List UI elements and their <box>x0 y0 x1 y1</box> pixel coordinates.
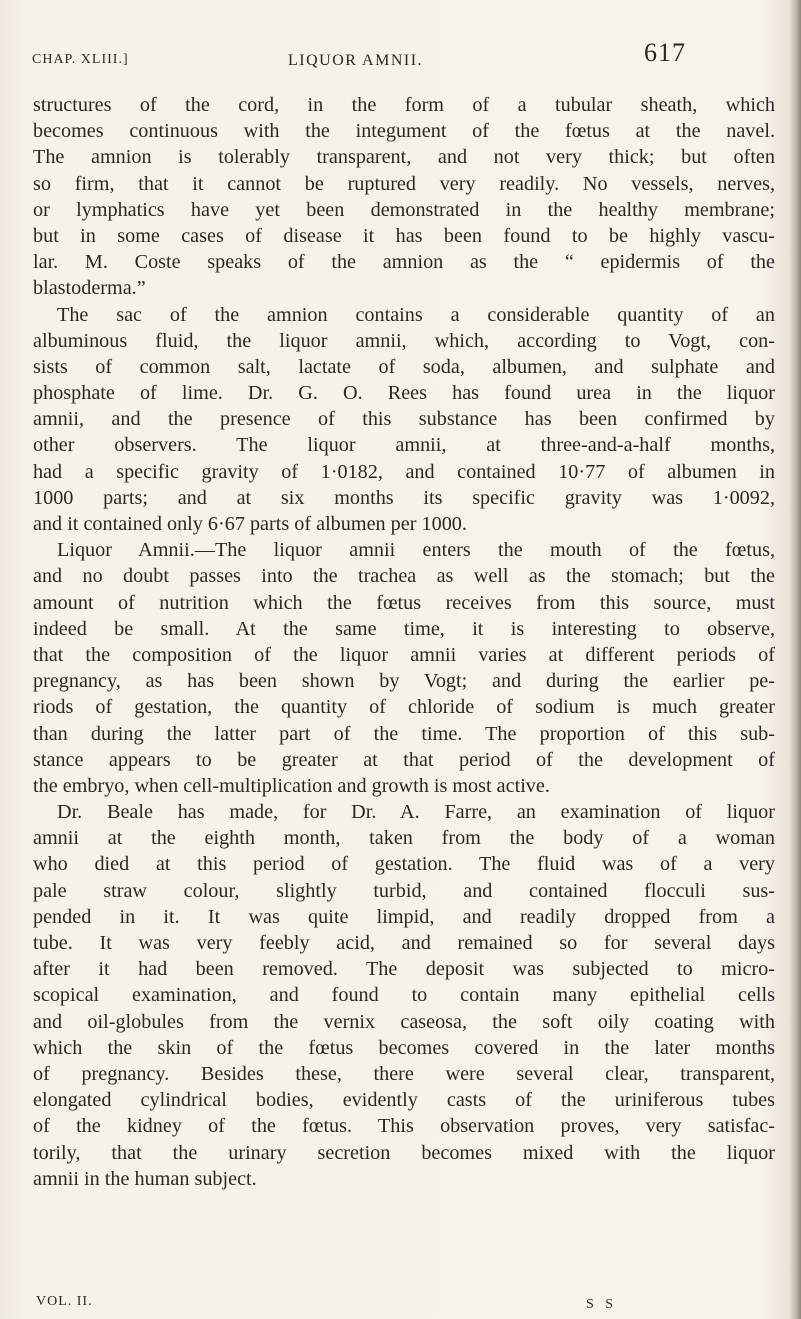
text-line: other observers. The liquor amnii, at three-and-a-half months, <box>33 434 775 457</box>
page-number: 617 <box>644 38 686 67</box>
text-line: 1000 parts; and at six months its specific gravity was 1·0092, <box>33 486 775 509</box>
paragraph-start: Liquor Amnii.—The liquor amnii enters the mouth of the fœtus, <box>57 539 775 562</box>
text-line: that the composition of the liquor amnii varies at different periods of <box>33 643 775 666</box>
text-line: than during the latter part of the time. The proportion of this sub- <box>33 722 775 745</box>
paragraph-start: Dr. Beale has made, for Dr. A. Farre, an examination of liquor <box>57 801 775 824</box>
text-line: stance appears to be greater at that period of the development of <box>33 748 775 771</box>
text-line: lar. M. Coste speaks of the amnion as the “ epidermis of the <box>33 251 775 274</box>
text-line: amnii in the human subject. <box>33 1167 257 1190</box>
running-header <box>32 38 709 78</box>
chapter-label: CHAP. XLIII.] <box>32 52 129 67</box>
text-line: albuminous fluid, the liquor amnii, which, according to Vogt, con- <box>33 329 775 352</box>
text-line: who died at this period of gestation. The fluid was of a very <box>33 853 775 876</box>
text-line: pale straw colour, slightly turbid, and contained flocculi sus- <box>33 879 775 902</box>
text-line: becomes continuous with the integument of the fœtus at the navel. <box>33 120 775 143</box>
text-line: after it had been removed. The deposit was subjected to micro- <box>33 958 775 981</box>
text-line: had a specific gravity of 1·0182, and contained 10·77 of albumen in <box>33 460 775 483</box>
text-line: which the skin of the fœtus becomes covered in the later months <box>33 1036 775 1059</box>
text-line: or lymphatics have yet been demonstrated in the healthy membrane; <box>33 198 775 221</box>
text-line: and oil-globules from the vernix caseosa, the soft oily coating with <box>33 1010 775 1033</box>
page-edge-shadow <box>789 0 801 1319</box>
text-line: The amnion is tolerably transparent, and not very thick; but often <box>33 146 775 169</box>
paragraph-start: The sac of the amnion contains a considerable quantity of an <box>57 303 775 326</box>
volume-label: VOL. II. <box>36 1294 93 1309</box>
text-line: torily, that the urinary secretion becomes mixed with the liquor <box>33 1141 775 1164</box>
text-line: amnii at the eighth month, taken from the body of a woman <box>33 827 775 850</box>
text-line: tube. It was very feebly acid, and remained so for several days <box>33 932 775 954</box>
signature-mark: S S <box>586 1297 618 1312</box>
text-line: amount of nutrition which the fœtus receives from this source, must <box>33 591 775 614</box>
text-line: elongated cylindrical bodies, evidently casts of the uriniferous tubes <box>33 1089 775 1112</box>
running-title: LIQUOR AMNII. <box>288 52 424 69</box>
page-footer <box>36 1294 709 1316</box>
text-line: of pregnancy. Besides these, there were several clear, transparent, <box>33 1062 775 1085</box>
text-line: indeed be small. At the same time, it is interesting to observe, <box>33 617 775 640</box>
text-line: blastoderma.” <box>33 277 146 300</box>
text-line: the embryo, when cell-multiplication and growth is most active. <box>33 774 550 797</box>
text-line: sists of common salt, lactate of soda, albumen, and sulphate and <box>33 355 775 378</box>
text-line: of the kidney of the fœtus. This observation proves, very satisfac- <box>33 1115 775 1138</box>
text-line: and no doubt passes into the trachea as well as the stomach; but the <box>33 565 775 588</box>
text-line: phosphate of lime. Dr. G. O. Rees has found urea in the liquor <box>33 382 775 405</box>
text-line: pended in it. It was quite limpid, and readily dropped from a <box>33 905 775 928</box>
text-line: structures of the cord, in the form of a tubular sheath, which <box>33 94 775 116</box>
text-line: scopical examination, and found to contain many epithelial cells <box>33 984 775 1007</box>
text-line: riods of gestation, the quantity of chloride of sodium is much greater <box>33 696 775 719</box>
text-line: but in some cases of disease it has been found to be highly vascu- <box>33 224 775 247</box>
text-line: amnii, and the presence of this substance has been confirmed by <box>33 408 775 431</box>
text-line: pregnancy, as has been shown by Vogt; and during the earlier pe- <box>33 670 775 693</box>
text-line: so firm, that it cannot be ruptured very readily. No vessels, nerves, <box>33 172 775 195</box>
text-line: and it contained only 6·67 parts of albumen per 1000. <box>33 513 467 535</box>
body-text <box>33 92 775 1192</box>
